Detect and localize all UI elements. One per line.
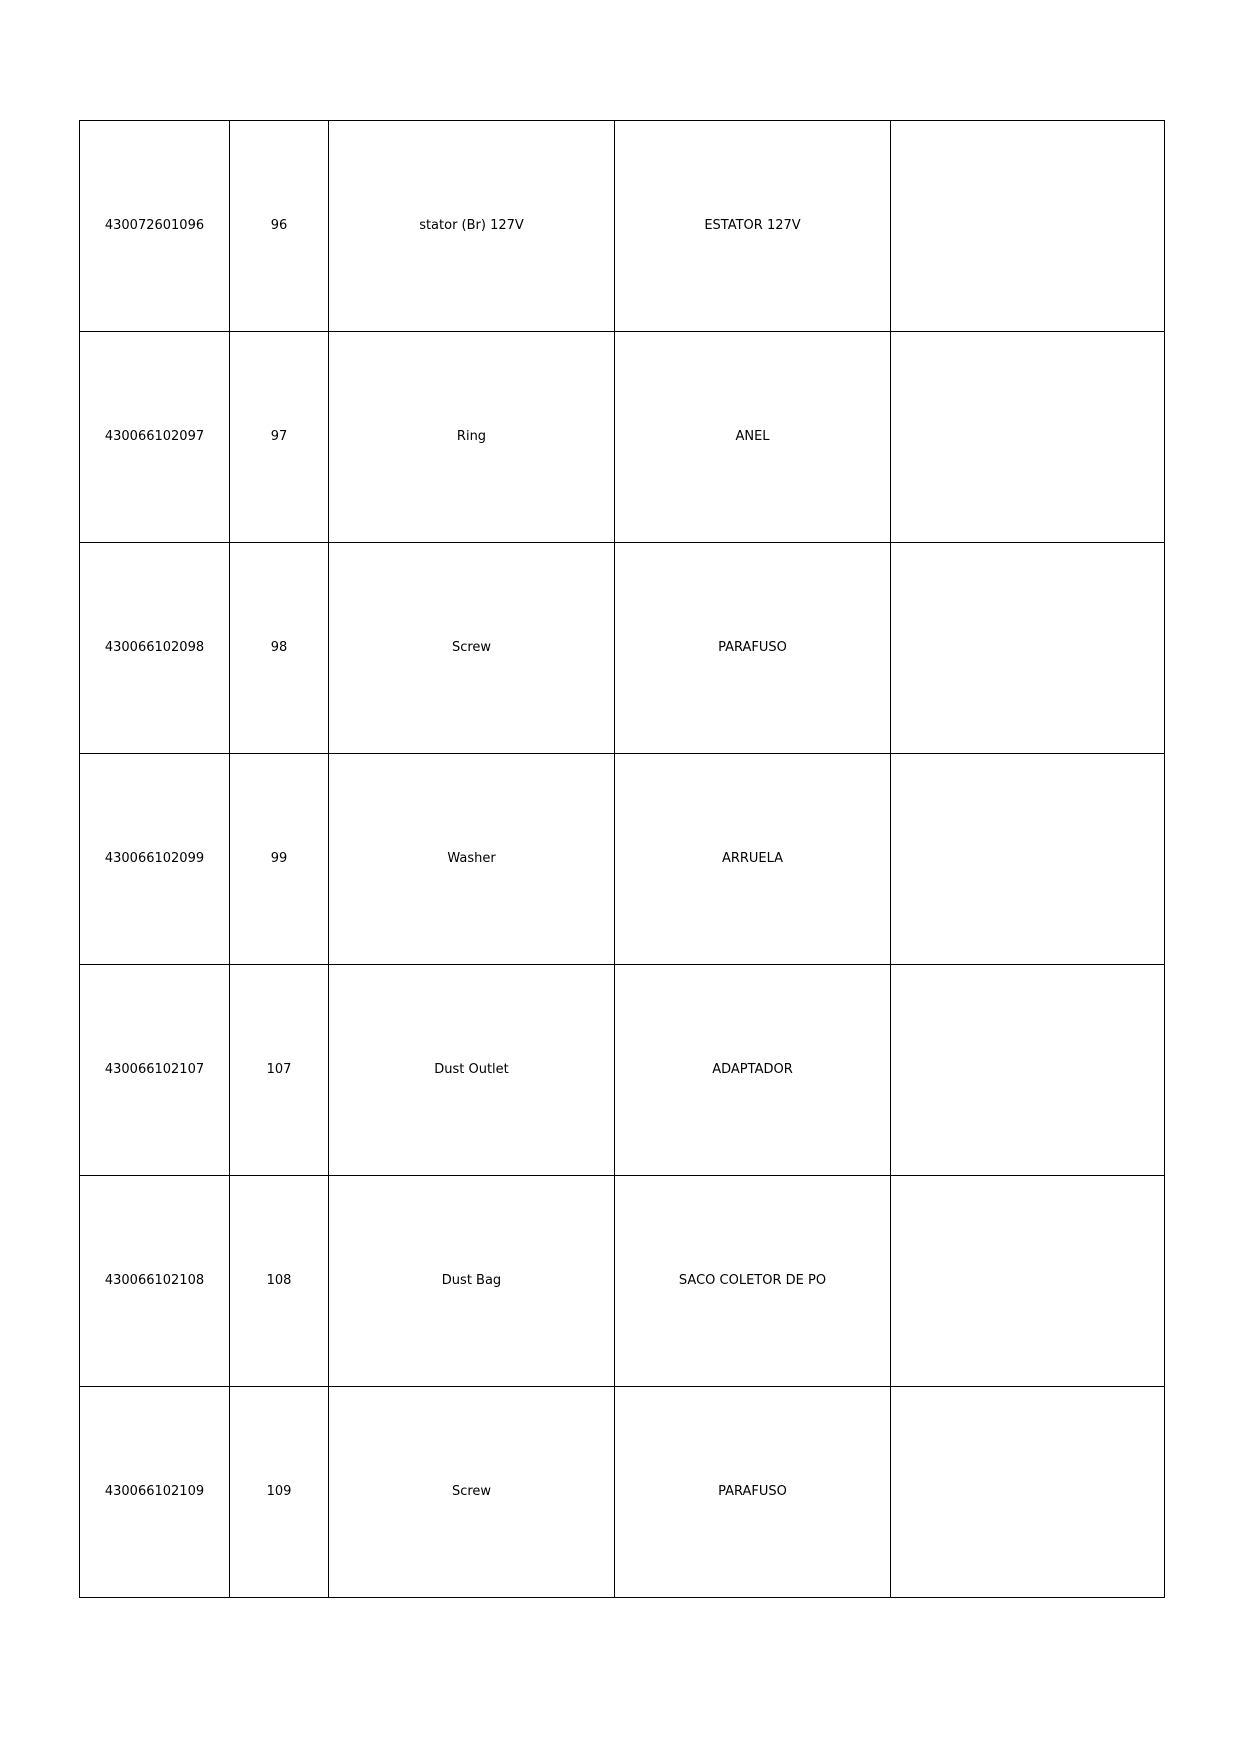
- notes-cell: [891, 332, 1165, 543]
- item-number-cell: 99: [230, 754, 329, 965]
- part-code-cell: 430072601096: [80, 121, 230, 332]
- item-number-cell: 109: [230, 1387, 329, 1598]
- description-en-cell: Dust Outlet: [329, 965, 615, 1176]
- notes-cell: [891, 1387, 1165, 1598]
- description-en-cell: Ring: [329, 332, 615, 543]
- item-number-cell: 98: [230, 543, 329, 754]
- part-code-cell: 430066102097: [80, 332, 230, 543]
- description-pt-cell: ADAPTADOR: [615, 965, 891, 1176]
- notes-cell: [891, 1176, 1165, 1387]
- table-row: [80, 543, 1165, 754]
- notes-cell: [891, 121, 1165, 332]
- description-pt-cell: ESTATOR 127V: [615, 121, 891, 332]
- notes-cell: [891, 543, 1165, 754]
- description-en-cell: Screw: [329, 543, 615, 754]
- description-pt-cell: PARAFUSO: [615, 543, 891, 754]
- table-row: [80, 332, 1165, 543]
- description-en-cell: stator (Br) 127V: [329, 121, 615, 332]
- description-pt-cell: SACO COLETOR DE PO: [615, 1176, 891, 1387]
- item-number-cell: 97: [230, 332, 329, 543]
- part-code-cell: 430066102107: [80, 965, 230, 1176]
- description-en-cell: Dust Bag: [329, 1176, 615, 1387]
- table-row: [80, 965, 1165, 1176]
- item-number-cell: 108: [230, 1176, 329, 1387]
- table-row: [80, 121, 1165, 332]
- part-code-cell: 430066102108: [80, 1176, 230, 1387]
- parts-table: [79, 120, 1165, 1598]
- description-en-cell: Screw: [329, 1387, 615, 1598]
- part-code-cell: 430066102099: [80, 754, 230, 965]
- notes-cell: [891, 754, 1165, 965]
- table-row: [80, 1176, 1165, 1387]
- part-code-cell: 430066102098: [80, 543, 230, 754]
- description-pt-cell: ANEL: [615, 332, 891, 543]
- part-code-cell: 430066102109: [80, 1387, 230, 1598]
- table-row: [80, 1387, 1165, 1598]
- table-row: [80, 754, 1165, 965]
- item-number-cell: 96: [230, 121, 329, 332]
- description-pt-cell: ARRUELA: [615, 754, 891, 965]
- description-en-cell: Washer: [329, 754, 615, 965]
- notes-cell: [891, 965, 1165, 1176]
- item-number-cell: 107: [230, 965, 329, 1176]
- description-pt-cell: PARAFUSO: [615, 1387, 891, 1598]
